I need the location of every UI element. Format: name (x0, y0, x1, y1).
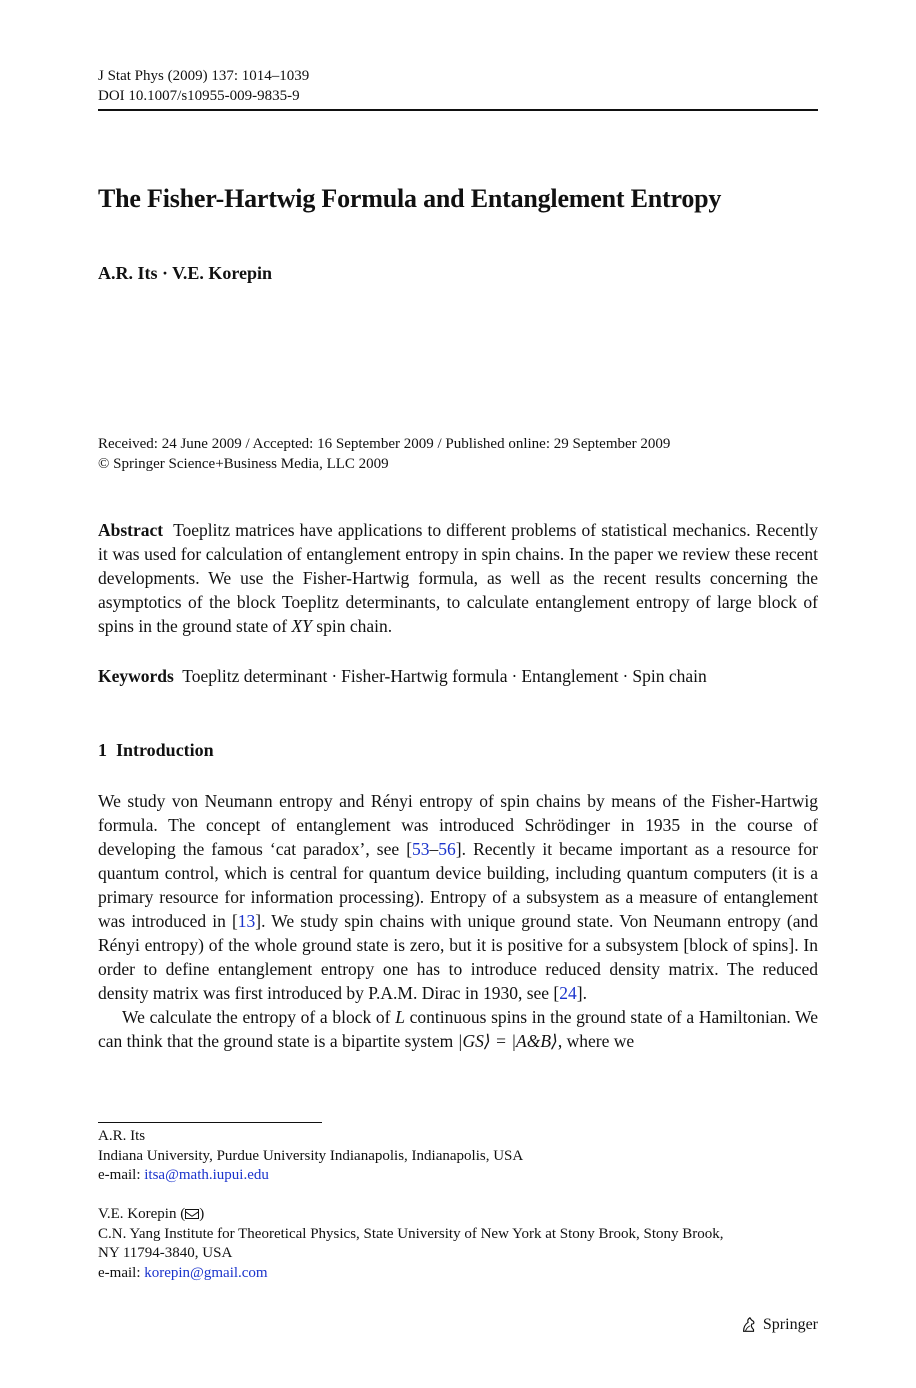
email-link[interactable]: korepin@gmail.com (144, 1264, 268, 1281)
keywords (98, 664, 818, 688)
abstract (98, 518, 818, 638)
intro-text: continuous spins in the ground state of a Hamiltonian. We can think that the ground state is a bipartite system (98, 1007, 818, 1051)
abstract-label: Abstract (98, 520, 164, 540)
envelope-icon (185, 1209, 199, 1219)
keyword-separator: · (622, 666, 629, 686)
email-link[interactable]: itsa@math.iupui.edu (144, 1167, 269, 1183)
section-title: Introduction (116, 740, 214, 760)
keyword-separator: · (511, 666, 518, 686)
author-name: A.R. Its (98, 1128, 146, 1144)
section-number: 1 (98, 740, 107, 760)
author-affiliation-2: NY 11794-3840, USA (98, 1245, 233, 1261)
publisher-logo (740, 1316, 818, 1334)
abstract-text: Toeplitz matrices have applications to different problems of statistical mechanics. Recently it was used for calculation of entanglement entropy in spin chains. In the paper we review these recent developments. We use the Fisher-Hartwig formula, as well as the recent results concerning the asymptotics of the block Toeplitz determinants, to calculate entanglement entropy of large block of spins in the ground state of (98, 520, 819, 636)
affiliation-author-2 (98, 1205, 818, 1283)
abstract-math: XY (291, 616, 312, 636)
intro-text: ]. (576, 983, 587, 1003)
citation-link[interactable]: 56 (438, 839, 456, 859)
journal-header (98, 66, 309, 106)
intro-paragraph-2 (98, 1005, 818, 1053)
doi: DOI 10.1007/s10955-009-9835-9 (98, 88, 300, 104)
citation-link[interactable]: 24 (559, 983, 577, 1003)
introduction-body (98, 789, 818, 1053)
publisher-name: Springer (762, 1316, 818, 1333)
keywords-label: Keywords (98, 666, 174, 686)
author-list: A.R. Its · V.E. Korepin (98, 263, 273, 283)
footnote-rule (98, 1122, 322, 1123)
intro-text: We study von Neumann entropy and Rényi entropy of spin chains by means of the Fisher-Hartwig formula. The concept of entanglement was introduced Schrödinger in 1935 in the course of developing the famous ‘cat paradox’, see [ (98, 791, 818, 859)
section-heading (98, 740, 214, 761)
math-symbol: L (395, 1007, 405, 1027)
author-email-line (98, 1264, 818, 1284)
abstract-text-end: spin chain. (311, 616, 393, 636)
math-equation: |GS⟩ = |A&B⟩ (457, 1031, 558, 1051)
journal-citation: J Stat Phys (2009) 137: 1014–1039 (98, 68, 310, 84)
header-rule (98, 109, 818, 111)
email-label: e-mail: (98, 1264, 145, 1281)
intro-text: ]. We study spin chains with unique ground state. Von Neumann entropy (and Rényi entropy) of the whole ground state is zero, but it is positive for a subsystem [block of spins]. In order to define entanglement entropy one has to introduce reduced density matrix. The reduced density matrix was first introduced by P.A.M. Dirac in 1930, see [ (98, 911, 818, 1003)
publication-dates (98, 434, 670, 474)
email-label: e-mail: (98, 1167, 145, 1183)
affiliation-author-1 (98, 1127, 818, 1186)
intro-text: We calculate the entropy of a block of (122, 1007, 396, 1027)
keyword-item: Spin chain (632, 666, 707, 686)
keyword-item: Toeplitz determinant (182, 666, 328, 686)
copyright-line: © Springer Science+Business Media, LLC 2009 (98, 456, 389, 472)
author-name (98, 1205, 818, 1225)
citation-link[interactable]: 53 (412, 839, 430, 859)
intro-text: , where we (557, 1031, 635, 1051)
received-line: Received: 24 June 2009 / Accepted: 16 September 2009 / Published online: 29 September 2009 (98, 436, 671, 452)
author-email-line (98, 1166, 818, 1186)
paper-title: The Fisher-Hartwig Formula and Entanglement Entropy (98, 184, 722, 213)
citation-link[interactable]: 13 (237, 911, 256, 931)
keyword-item: Fisher-Hartwig formula (341, 666, 508, 686)
springer-horse-icon (740, 1316, 758, 1334)
author-name-text: V.E. Korepin ( (98, 1206, 186, 1222)
intro-paragraph-1 (98, 789, 818, 1005)
keyword-item: Entanglement (521, 666, 619, 686)
intro-text: ]. Recently it became important as a resource for quantum control, which is central for quantum device building, including quantum computers (it is a primary resource for information processing). Entropy of a subsystem as a measure of entanglement was introduced in [ (98, 839, 818, 931)
citation-dash: – (429, 839, 439, 859)
author-affiliation: Indiana University, Purdue University Indianapolis, Indianapolis, USA (98, 1147, 524, 1164)
keyword-separator: · (331, 666, 338, 686)
author-name-close: ) (199, 1206, 205, 1222)
author-affiliation: C.N. Yang Institute for Theoretical Physics, State University of New York at Stony Brook, Stony Brook, (98, 1225, 724, 1242)
